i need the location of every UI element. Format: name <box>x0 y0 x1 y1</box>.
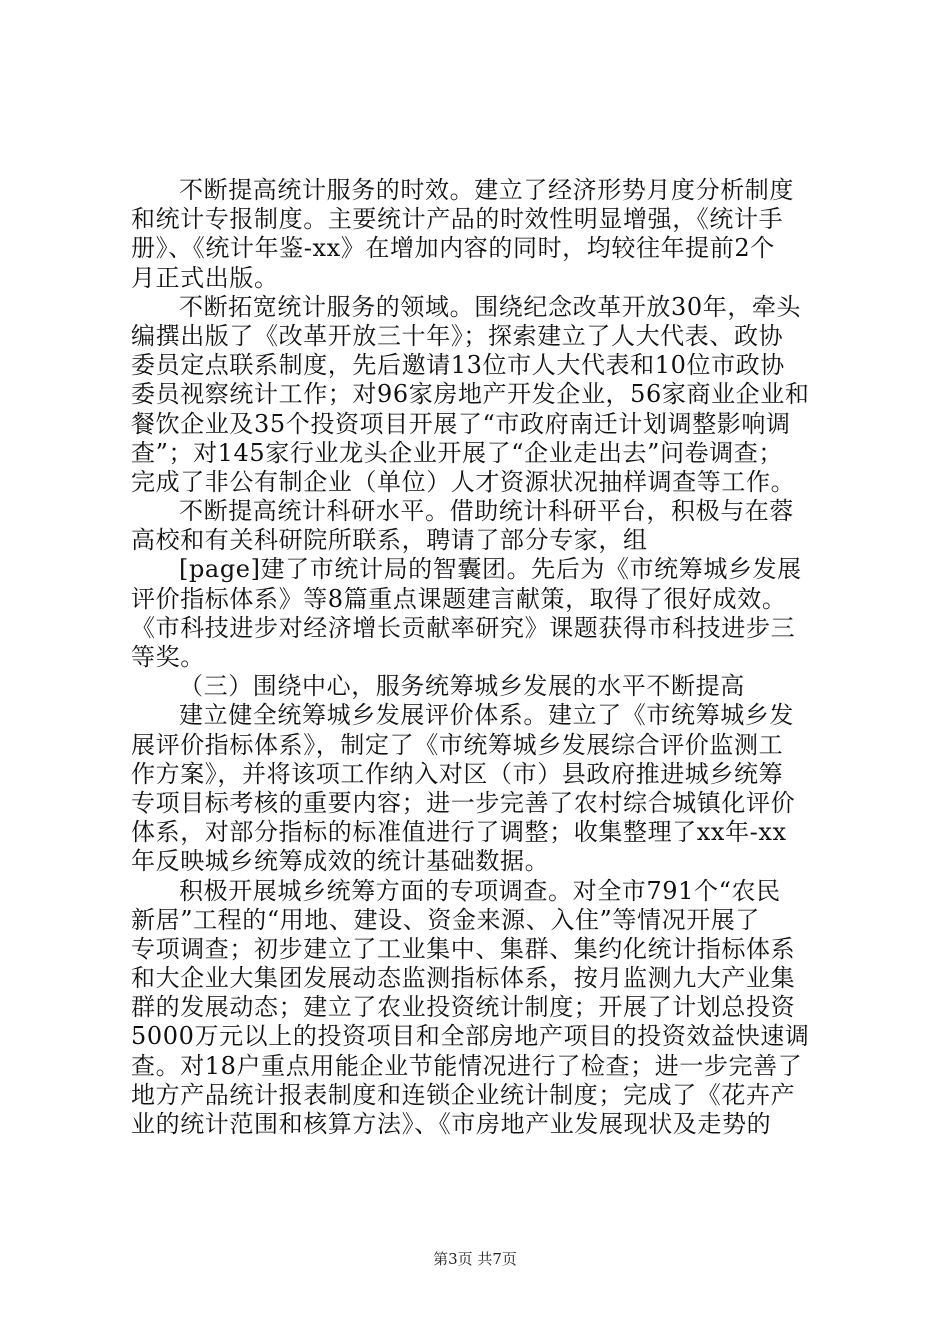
text-line: 地方产品统计报表制度和连锁企业统计制度；完成了《花卉产 <box>131 1080 796 1109</box>
text-line: 年反映城乡统筹成效的统计基础数据。 <box>131 847 550 876</box>
text-line: 新居”工程的“用地、建设、资金来源、入住”等情况开展了 <box>131 905 761 934</box>
text-line: 编撰出版了《改革开放三十年》；探索建立了人大代表、政协 <box>131 321 784 350</box>
text-line: 委员视察统计工作；对96家房地产开发企业，56家商业企业和 <box>131 380 810 409</box>
text-line: 等奖。 <box>131 643 205 671</box>
text-line: 和统计专报制度。主要统计产品的时效性明显增强，《统计手 <box>131 205 784 234</box>
text-line: 5000万元以上的投资项目和全部房地产项目的投资效益快速调 <box>131 1022 810 1051</box>
text-line: 建立健全统筹城乡发展评价体系。建立了《市统筹城乡发 <box>179 701 794 730</box>
text-line: 群的发展动态；建立了农业投资统计制度；开展了计划总投资 <box>131 993 796 1022</box>
text-line: 册》、《统计年鉴-xx》在增加内容的同时，均较往年提前2个 <box>131 234 775 263</box>
text-line: 专项目标考核的重要内容；进一步完善了农村综合城镇化评价 <box>131 788 796 817</box>
text-line: 查。对18户重点用能企业节能情况进行了检查；进一步完善了 <box>131 1051 803 1080</box>
text-line: 不断拓宽统计服务的领域。围绕纪念改革开放30年，牵头 <box>179 292 802 321</box>
text-line: 专项调查；初步建立了工业集中、集群、集约化统计指标体系 <box>131 934 796 963</box>
text-line: 展评价指标体系》，制定了《市统筹城乡发展综合评价监测工 <box>131 730 784 759</box>
text-line: 《市科技进步对经济增长贡献率研究》课题获得市科技进步三 <box>131 613 796 642</box>
page-footer: 第3页 共7页 <box>433 1250 517 1268</box>
text-line: （三）围绕中心，服务统筹城乡发展的水平不断提高 <box>179 672 745 701</box>
text-line: 完成了非公有制企业（单位）人才资源状况抽样调查等工作。 <box>131 467 796 496</box>
text-line: 月正式出版。 <box>131 263 279 292</box>
text-line: 和大企业大集团发展动态监测指标体系，按月监测九大产业集 <box>131 964 796 993</box>
text-line: 餐饮企业及35个投资项目开展了“市政府南迁计划调整影响调 <box>131 409 791 438</box>
text-line: 不断提高统计服务的时效。建立了经济形势月度分析制度 <box>179 176 794 204</box>
text-line: 业的统计范围和核算方法》、《市房地产业发展现状及走势的 <box>131 1110 772 1138</box>
text-line: 作方案》，并将该项工作纳入对区（市）县政府推进城乡统筹 <box>131 759 784 788</box>
text-line: 积极开展城乡统筹方面的专项调查。对全市791个“农民 <box>179 876 781 905</box>
text-line: 不断提高统计科研水平。借助统计科研平台，积极与在蓉 <box>179 497 794 526</box>
text-line: 评价指标体系》等8篇重点课题建言献策，取得了很好成效。 <box>131 584 787 613</box>
text-line: 高校和有关科研院所联系，聘请了部分专家，组 <box>131 526 648 555</box>
text-line: 体系，对部分指标的标准值进行了调整；收集整理了xx年-xx <box>131 818 787 847</box>
text-line: 查”；对145家行业龙头企业开展了“企业走出去”问卷调查； <box>131 438 784 467</box>
text-line: 委员定点联系制度，先后邀请13位市人大代表和10位市政协 <box>131 351 785 380</box>
document-body <box>131 176 821 1139</box>
text-line: [page]建了市统计局的智囊团。先后为《市统筹城乡发展 <box>179 555 802 584</box>
